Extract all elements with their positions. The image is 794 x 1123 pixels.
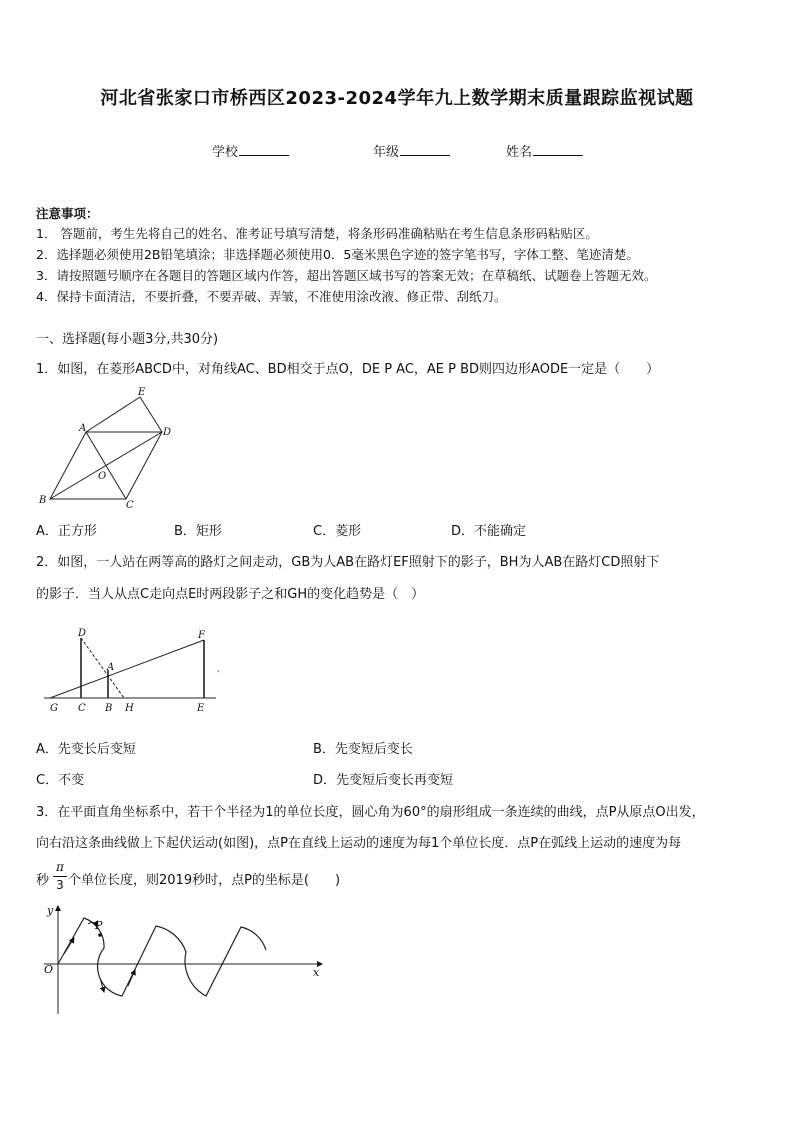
label-x: x bbox=[313, 966, 320, 979]
grade-label: 年级 bbox=[373, 145, 400, 160]
label-y: y bbox=[47, 904, 54, 917]
question-3-line-1: 3．在平面直角坐标系中，若干个半径为1的单位长度，圆心角为60°的扇形组成一条连续的曲线，点P从原点O出发， bbox=[36, 805, 705, 820]
rhombus-figure bbox=[36, 386, 176, 508]
school-field bbox=[212, 141, 289, 160]
motion-arrow-1 bbox=[64, 938, 74, 954]
fraction-numerator: π bbox=[56, 860, 64, 874]
q2-option-d[interactable]: D．先变短后变长再变短 bbox=[313, 773, 454, 788]
question-2-line-1: 2．如图，一人站在两等高的路灯之间走动，GB为人AB在路灯EF照射下的影子，BH为人AB在路灯CD照射下 bbox=[36, 555, 660, 570]
wave-curve bbox=[58, 918, 266, 996]
question-2-line-2: 的影子．当人从点C走向点E时两段影子之和GH的变化趋势是（ ） bbox=[36, 587, 425, 602]
notice-item-1: 1． 答题前，考生先将自己的姓名、准考证号填写清楚，将条形码准确粘贴在考生信息条形码粘贴区。 bbox=[36, 226, 598, 241]
question-1-text: 1．如图，在菱形ABCD中，对角线AC、BD相交于点O，DE P AC，AE P BD则四边形AODE一定是（ ） bbox=[36, 362, 660, 377]
notice-item-3: 3．请按照题号顺序在各题目的答题区域内作答，超出答题区域书写的答案无效；在草稿纸、试题卷上答题无效。 bbox=[36, 268, 657, 283]
q1-option-b[interactable]: B．矩形 bbox=[174, 524, 222, 539]
label-g: G bbox=[50, 703, 58, 714]
question-3-line-3-prefix: 秒 bbox=[36, 873, 50, 888]
label-h: H bbox=[125, 703, 134, 714]
fraction-bar bbox=[53, 876, 67, 877]
point-p bbox=[98, 933, 102, 937]
diagonal-ac bbox=[86, 432, 126, 499]
notice-item-2: 2．选择题必须使用2B铅笔填涂；非选择题必须使用0．5毫米黑色字迹的签字笔书写，字体工整、笔迹清楚。 bbox=[36, 247, 639, 262]
q1-option-c[interactable]: C．菱形 bbox=[313, 524, 362, 539]
label-a: A bbox=[79, 423, 87, 434]
question-3-line-3-suffix: 个单位长度，则2019秒时，点P的坐标是( ) bbox=[68, 873, 341, 888]
label-b: B bbox=[105, 703, 113, 714]
label-e: E bbox=[138, 387, 146, 398]
name-blank[interactable] bbox=[533, 144, 583, 156]
label-f: F bbox=[198, 630, 205, 641]
ray-from-d bbox=[81, 638, 124, 698]
q2-option-c[interactable]: C．不变 bbox=[36, 773, 85, 788]
stray-mark: ' bbox=[217, 669, 220, 678]
label-e: E bbox=[197, 703, 205, 714]
ray-from-f bbox=[50, 640, 204, 698]
section-heading: 一、选择题(每小题3分,共30分) bbox=[36, 332, 219, 347]
school-blank[interactable] bbox=[239, 144, 289, 156]
page-title: 河北省张家口市桥西区2023-2024学年九上数学期末质量跟踪监视试题 bbox=[100, 88, 694, 109]
label-o: O bbox=[44, 963, 54, 976]
label-o: O bbox=[98, 471, 107, 482]
label-b: B bbox=[39, 495, 47, 506]
q2-option-b[interactable]: B．先变短后变长 bbox=[313, 742, 413, 757]
label-a: A bbox=[107, 662, 115, 673]
fraction-denominator: 3 bbox=[56, 878, 64, 892]
question-3-line-2: 向右沿这条曲线做上下起伏运动(如图)，点P在直线上运动的速度为每1个单位长度．点P在弧线上运动的速度为每 bbox=[36, 836, 682, 851]
name-label: 姓名 bbox=[506, 145, 533, 160]
label-c: C bbox=[78, 703, 86, 714]
segment-de bbox=[140, 397, 162, 432]
wave-curve-figure bbox=[36, 900, 336, 1018]
q1-option-a[interactable]: A．正方形 bbox=[36, 524, 97, 539]
label-d: D bbox=[78, 628, 87, 639]
school-label: 学校 bbox=[212, 145, 239, 160]
notice-heading: 注意事项： bbox=[36, 206, 99, 221]
name-field bbox=[506, 141, 583, 160]
motion-arrow-4 bbox=[128, 970, 135, 986]
notice-item-4: 4．保持卡面清洁，不要折叠，不要弄破、弄皱，不准使用涂改液、修正带、刮纸刀。 bbox=[36, 289, 507, 304]
segment-ae bbox=[86, 397, 140, 432]
label-c: C bbox=[126, 500, 134, 508]
label-p: P bbox=[95, 919, 103, 932]
q2-option-a[interactable]: A．先变长后变短 bbox=[36, 742, 136, 757]
q1-option-d[interactable]: D．不能确定 bbox=[451, 524, 527, 539]
grade-blank[interactable] bbox=[400, 144, 450, 156]
grade-field bbox=[373, 141, 450, 160]
streetlight-figure bbox=[36, 626, 226, 716]
label-d: D bbox=[163, 427, 172, 438]
